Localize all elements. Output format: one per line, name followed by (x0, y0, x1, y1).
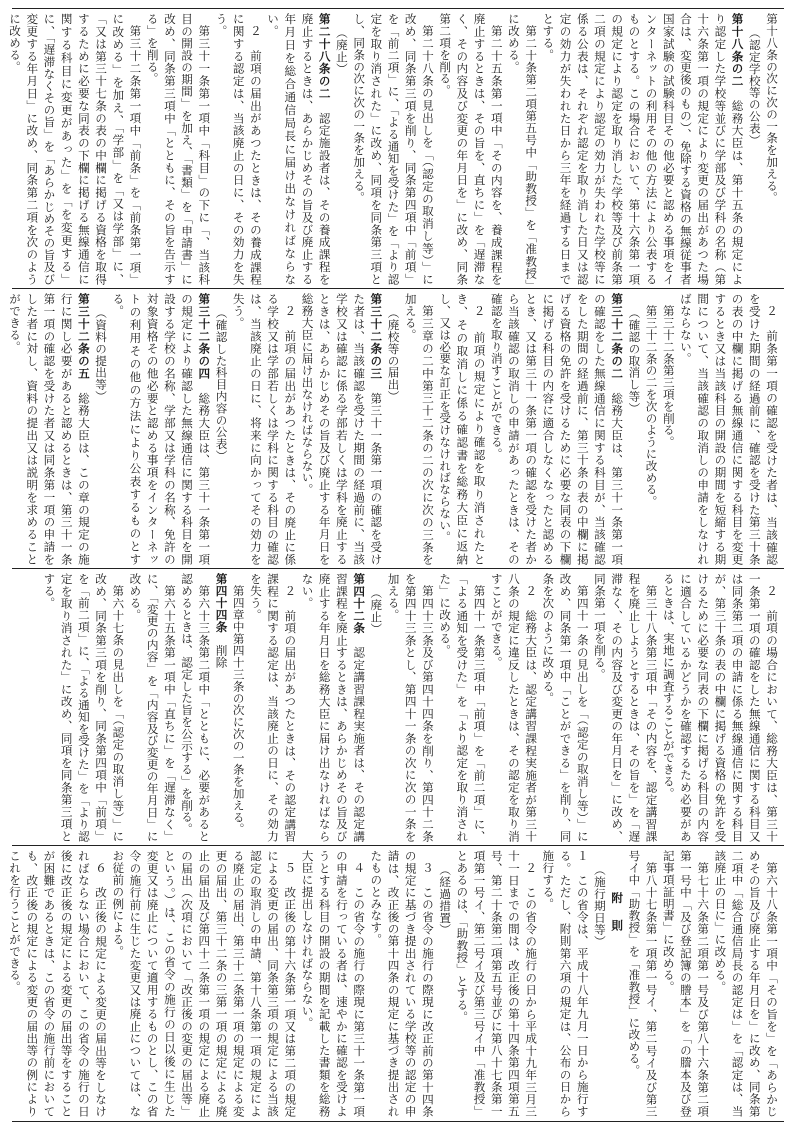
paragraph-text: 第二十五条第一項中「その内容を、養成課程を廃止するときは、その旨を、直ちに」を「遅滞なく、その内容及び変更の年月日を」に改め、同条第二項を削る。 (438, 13, 504, 285)
provision-paragraph (660, 850, 712, 1117)
paragraph-text: ６ 改正後の規定による変更の届出等をしなければならない場合において、この省令の施行の日後に改正後の規定による変更の届出等をすることが困難であるときは、この省令の施行前においても、改正後の規定による変更の届出等の例によりこれを行うことができる。 (8, 850, 109, 1117)
provision-paragraph (763, 13, 780, 285)
paragraph-text: 第六十七条の見出しを「（認定の取消し等）」に改め、同条第三項を削り、同条第四項中「前項」を「前二項」に、「よる通知を受けた」を「より認定を取り消された」に改め、同項を同条第三項とする。 (42, 573, 126, 842)
gazette-page (8, 8, 784, 1120)
provision-paragraph (488, 293, 626, 565)
paragraph-text: 総務大臣は、第三十一条第一項の規定により確認した無線通信に関する科目を開設する学校の名称、学部又は学科の名称、免許の対象資格その他必要と認める事項をインターネットの利用その他の方法により公表するものとする。 (111, 293, 212, 565)
paragraph-text: （経過措置） (438, 863, 453, 936)
text-tier-2 (8, 288, 784, 569)
paragraph-text: 総務大臣は、第十五条の規定により認定した学校等並びに学部及び学科の名称（第十六条第一項の規定により変更の届出があつた場合は、変更後のもの）、免除する資格の無線従事者国家試験の試験科目その他必要と認める事項をインターネットの利用その他の方法により公表するものとする。この場合において、第十六条第一項の規定により認定を取り消した学校等及び前条第二項の規定により認定の効力が失われた学校等に係る公表は、それぞれ認定を取り消した日又は認定の効力が失われた日から三年を経過する日までとする。 (541, 13, 745, 285)
provision-paragraph (109, 850, 298, 1117)
provision-paragraph (436, 573, 488, 842)
paragraph-text: （資料の提出等） (94, 306, 109, 403)
provision-paragraph (539, 573, 591, 842)
text-tier-1 (8, 8, 784, 289)
article-number: 第三十二条の五 (76, 293, 91, 380)
paragraph-text: 認定施設者は、その養成課程を廃止するときは、あらかじめその旨及び廃止する年月日を総合通信局長に届け出なければならない。 (266, 13, 332, 285)
paragraph-text: 第四章中第四十三条の次に次の一条を加える。 (231, 584, 246, 835)
paragraph-text: ２ 前項の届出があつたときは、その認定講習課程に関する認定は、当該廃止の日に、その効力を失う。 (248, 573, 298, 842)
provision-paragraph (402, 293, 436, 565)
paragraph-text: 総務大臣は、この章の規定の施行に関し必要があると認めるときは、第三十一条第一項の確認を受けた者又は同条第一項の申請をした者に対し、資料の提出又は説明を求めることができる。 (8, 293, 91, 565)
provision-paragraph (660, 293, 677, 565)
paragraph-text: 第三十一条第一項の確認を受けた者は、当該確認を受けた期間の経過前に、当該学校又は確認に係る学部若しくは学科を廃止するときは、あらかじめその旨及び廃止する年月日を総務大臣に届け出なければならない。 (300, 293, 384, 565)
vertical-text-block (16, 573, 780, 842)
paragraph-text: 第三十二条第三項を削る。 (661, 304, 676, 448)
provision-paragraph (642, 293, 659, 565)
paragraph-text: ４ この省令の施行の際現に第三十一条第一項の申請を行っている者は、速やかに確認を受けようとする科目の開設の期間を記載した書類を総務大臣に提出しなければならない。 (300, 850, 367, 1117)
paragraph-text: 総務大臣は、第三十一条第一項の確認をした無線通信に関する科目が、当該確認をした期間の経過前に、第三十条の表の中欄に掲げる資格の免許を受けるために必要な同表の下欄に掲げる科目の内容に適合しなくなったと認めるとき、又は第三十一条第一項の確認を受けた者から当該確認の取消しの申請があったときは、その確認を取り消すことができる。 (489, 293, 625, 565)
provision-paragraph (436, 13, 505, 285)
provision-paragraph (212, 13, 264, 285)
text-tier-3 (12, 568, 784, 846)
article-caption (333, 13, 350, 285)
provision-paragraph (453, 850, 539, 1117)
article-number: 第二十八条の二 (317, 13, 332, 100)
paragraph-text: 第三十八条第三項中「その内容を、認定講習課程を廃止しようとするときは、その旨を」を「遅滞なく、その内容及び変更の年月日を」に改め、同条第一項を削る。 (592, 573, 659, 842)
article-caption (384, 293, 401, 565)
article-number: 第四十二条 (352, 573, 367, 635)
article-caption (367, 573, 384, 842)
provision-paragraph (6, 850, 109, 1117)
provision-paragraph (143, 13, 212, 285)
paragraph-text: 第三章の二中第三十二条の二の次に次の三条を加える。 (403, 293, 435, 565)
provision-paragraph (230, 573, 247, 842)
article-caption (591, 850, 608, 1117)
paragraph-text: （確認の取消し等） (627, 306, 642, 415)
provision-paragraph (660, 573, 780, 842)
paragraph-text: 第四十一条第三項中「前項」を「前二項」に、「よる通知を受けた」を「より認定を取り消された」に改める。 (438, 573, 487, 842)
provision-paragraph (436, 293, 488, 565)
vertical-text-block (8, 850, 780, 1117)
provision-paragraph (212, 573, 229, 842)
paragraph-text: （施行期日等） (592, 863, 607, 948)
paragraph-text: （廃校等の届出） (386, 306, 401, 403)
paragraph-text: 第十八条の次に次の一条を加える。 (765, 13, 779, 204)
article-number: 第三十二条の三 (369, 293, 384, 380)
provision-paragraph (711, 850, 780, 1117)
paragraph-text: 削除 (214, 632, 229, 669)
provision-paragraph (488, 573, 540, 842)
paragraph-text: １ この省令は、平成十八年九月一日から施行する。ただし、附則第六項の規定は、公布の日から施行する。 (541, 850, 590, 1117)
paragraph-text: 第三十一条第一項中「科目」の下に「、当該科目の開設の期間」を加え、「書類」を「申請書」に改め、同条第三項中「とともに、その旨を告示する」を削る。 (145, 13, 212, 285)
paragraph-text: 第六十八条第一項中「その旨を」を「あらかじめその旨及び廃止する年月日を」に改め、同条第二項中「総合通信局長の認定は」を「認定は、当該廃止の日に」に改める。 (713, 850, 779, 1117)
paragraph-text: 認定講習課程実施者は、その認定講習課程を廃止するときは、あらかじめその旨及び廃止する年月日を総務大臣に届け出なければならない。 (300, 573, 367, 842)
paragraph-text: （認定学校等の公表） (747, 26, 762, 146)
article-caption (746, 13, 763, 285)
paragraph-text: 第三十二条第一項中「前条」を「前条第一項」に改める」を加え、「学部」を「又は学部」に、「又は第三十七条の表の中欄に掲げる資格を取得するために必要な同表の下欄に掲げる無線通信に関する科目に変更があった」を「を変更する」に、「遅滞なくその旨」を「あらかじめその旨及び変更する年月日」に改め、同条第二項を次のように改める。 (8, 13, 143, 285)
paragraph-text: 第二十八条の見出しを「（認定の取消し等）」に改め、同条第三項を削り、同条第四項中「前項」を「前二項」に、「よる通知を受けた」を「より認定を取り消された」に改め、同項を同条第三項とし、同条の次に次の一条を加える。 (352, 13, 435, 285)
provision-paragraph (367, 850, 436, 1117)
provision-paragraph (126, 573, 178, 842)
paragraph-text: 第六十三条第二項中「とともに、必要があると認めるときは、認定した旨を公示する」を削る。 (180, 573, 212, 842)
provision-paragraph (298, 850, 367, 1117)
article-caption (625, 293, 642, 565)
text-tier-4 (8, 845, 784, 1122)
article-number: 第三十二条の二 (610, 293, 625, 380)
paragraph-text: 第四十一条の見出しを「（認定の取消し等）」に改め、同条第一項中「ことができる」を削り、同条を次のように改める。 (541, 573, 590, 842)
article-number: 第四十四条 (214, 573, 229, 633)
article-caption (92, 293, 109, 565)
provision-paragraph (298, 293, 384, 565)
provision-paragraph (350, 13, 436, 285)
paragraph-text: ２ 総務大臣は、認定講習課程実施者が第三十八条の規定に違反したときは、その認定を取り消すことができる。 (489, 573, 539, 842)
paragraph-text: ２ この省令の施行の日から平成十九年三月三十一日までの間は、改正後の第十四条第四項第五号、第二十条第二項第五号並びに第八十七条第一項第一号イ、第二号イ及び第三号イ中「准教授」とあるのは、「助教授」とする。 (455, 850, 539, 1117)
article-number: 第十八条の二 (730, 13, 745, 88)
article-caption (212, 293, 229, 565)
provision-paragraph (384, 573, 436, 842)
provision-paragraph (539, 13, 745, 285)
provision-paragraph (230, 293, 299, 565)
provision-paragraph (298, 573, 367, 842)
paragraph-text: 第三十二条の二を次のように改める。 (644, 304, 659, 507)
paragraph-text: 第二十条第二項第五号中「助教授」を「准教授」に改める。 (506, 13, 539, 285)
provision-paragraph (677, 293, 780, 565)
paragraph-text: 第六十五条第一項中「直ちに」を「遅滞なく」に、「変更の内容」を「内容及び変更の年月日」に改める。 (128, 573, 177, 842)
provision-paragraph (505, 13, 539, 285)
paragraph-text: 第八十七条第一項第一号イ、第二号イ及び第三号イ中「助教授」を「准教授」に改める。 (627, 850, 659, 1117)
paragraph-text: （廃止） (369, 586, 384, 635)
paragraph-text: 第七十六条第二項第一号及び第八十六条第二項第一号中「及び登記簿の謄本」を「の謄本及び登記事項証明書」に改める。 (661, 850, 711, 1117)
provision-paragraph (109, 293, 212, 565)
provision-paragraph (178, 573, 212, 842)
paragraph-text: 第四十三条及び第四十四条を削り、第四十二条を第四十三条とし、第四十一条の次に次の一条を加える。 (386, 573, 435, 842)
supplementary-provisions-heading (608, 850, 625, 1117)
paragraph-text: ２ 前項の届出があつたときは、その養成課程に関する認定は、当該廃止の日に、その効力を失う。 (214, 13, 263, 285)
paragraph-text: ２ 前項の届出があつたときは、その廃止に係る学校又は学部若しくは学科に関する科目の確認は、当該廃止の日に、将来に向かってその効力を失う。 (231, 293, 298, 565)
paragraph-text: ２ 前項の場合において、総務大臣は、第三十一条第一項の確認をした無線通信に関する科目又は同条第二項の申請に係る無線通信に関する科目が、第三十条の表の中欄に掲げる資格の免許を受けるために必要な同表の下欄に掲げる科目の内容に適合しているかどうかを確認するため必要があるときは、実地に調査することができる。 (661, 573, 779, 842)
provision-paragraph (539, 850, 591, 1117)
provision-paragraph (6, 13, 144, 285)
paragraph-text: 附 則 (610, 891, 625, 933)
paragraph-text: ２ 前項の規定により確認を取り消されたとき、その取消しに係る確認書を総務大臣に返納し、又は必要な訂正を受けなければならない。 (438, 293, 487, 565)
vertical-text-block (8, 13, 780, 285)
paragraph-text: ３ この省令の施行の際現に改正前の第十四条の規定に基づき提出されている学校等の認定の申請は、改正後の第十四条の規定に基づき提出されたものとみなす。 (369, 850, 435, 1117)
paragraph-text: ５ 改正後の第十六条第一項又は第二項の規定による変更の届出、同条第三項の規定による当該認定の取消しの申請、第十八条第一項の規定による廃止の届出、第三十二条第一項の規定による変更の届出、第三十二条の三第一項の規定による廃止の届出及び第四十二条第一項の規定による廃止の届出（次項において「改正後の変更の届出等」という。）は、この省令の施行の日以後に生じた変更又は廃止について適用するものとし、この省令の施行前に生じた変更又は廃止については、なお従前の例による。 (111, 850, 298, 1117)
paragraph-text: （廃止） (334, 26, 349, 75)
provision-paragraph (40, 573, 126, 842)
paragraph-text: （確認した科目内容の公表） (214, 306, 229, 462)
article-caption (436, 850, 453, 1117)
provision-paragraph (264, 13, 333, 285)
paragraph-text: ２ 前条第一項の確認を受けた者は、当該確認を受けた期間の経過前に、確認を受けた第三十条の表の中欄に掲げる無線通信に関する科目を変更するとき又は当該科目の開設の期間を短縮する期間について、当該確認の取消しの申請をしなければならない。 (678, 293, 779, 565)
article-number: 第三十二条の四 (197, 293, 212, 380)
vertical-text-block (8, 293, 780, 565)
provision-paragraph (6, 293, 92, 565)
provision-paragraph (625, 850, 659, 1117)
provision-paragraph (247, 573, 299, 842)
provision-paragraph (591, 573, 660, 842)
